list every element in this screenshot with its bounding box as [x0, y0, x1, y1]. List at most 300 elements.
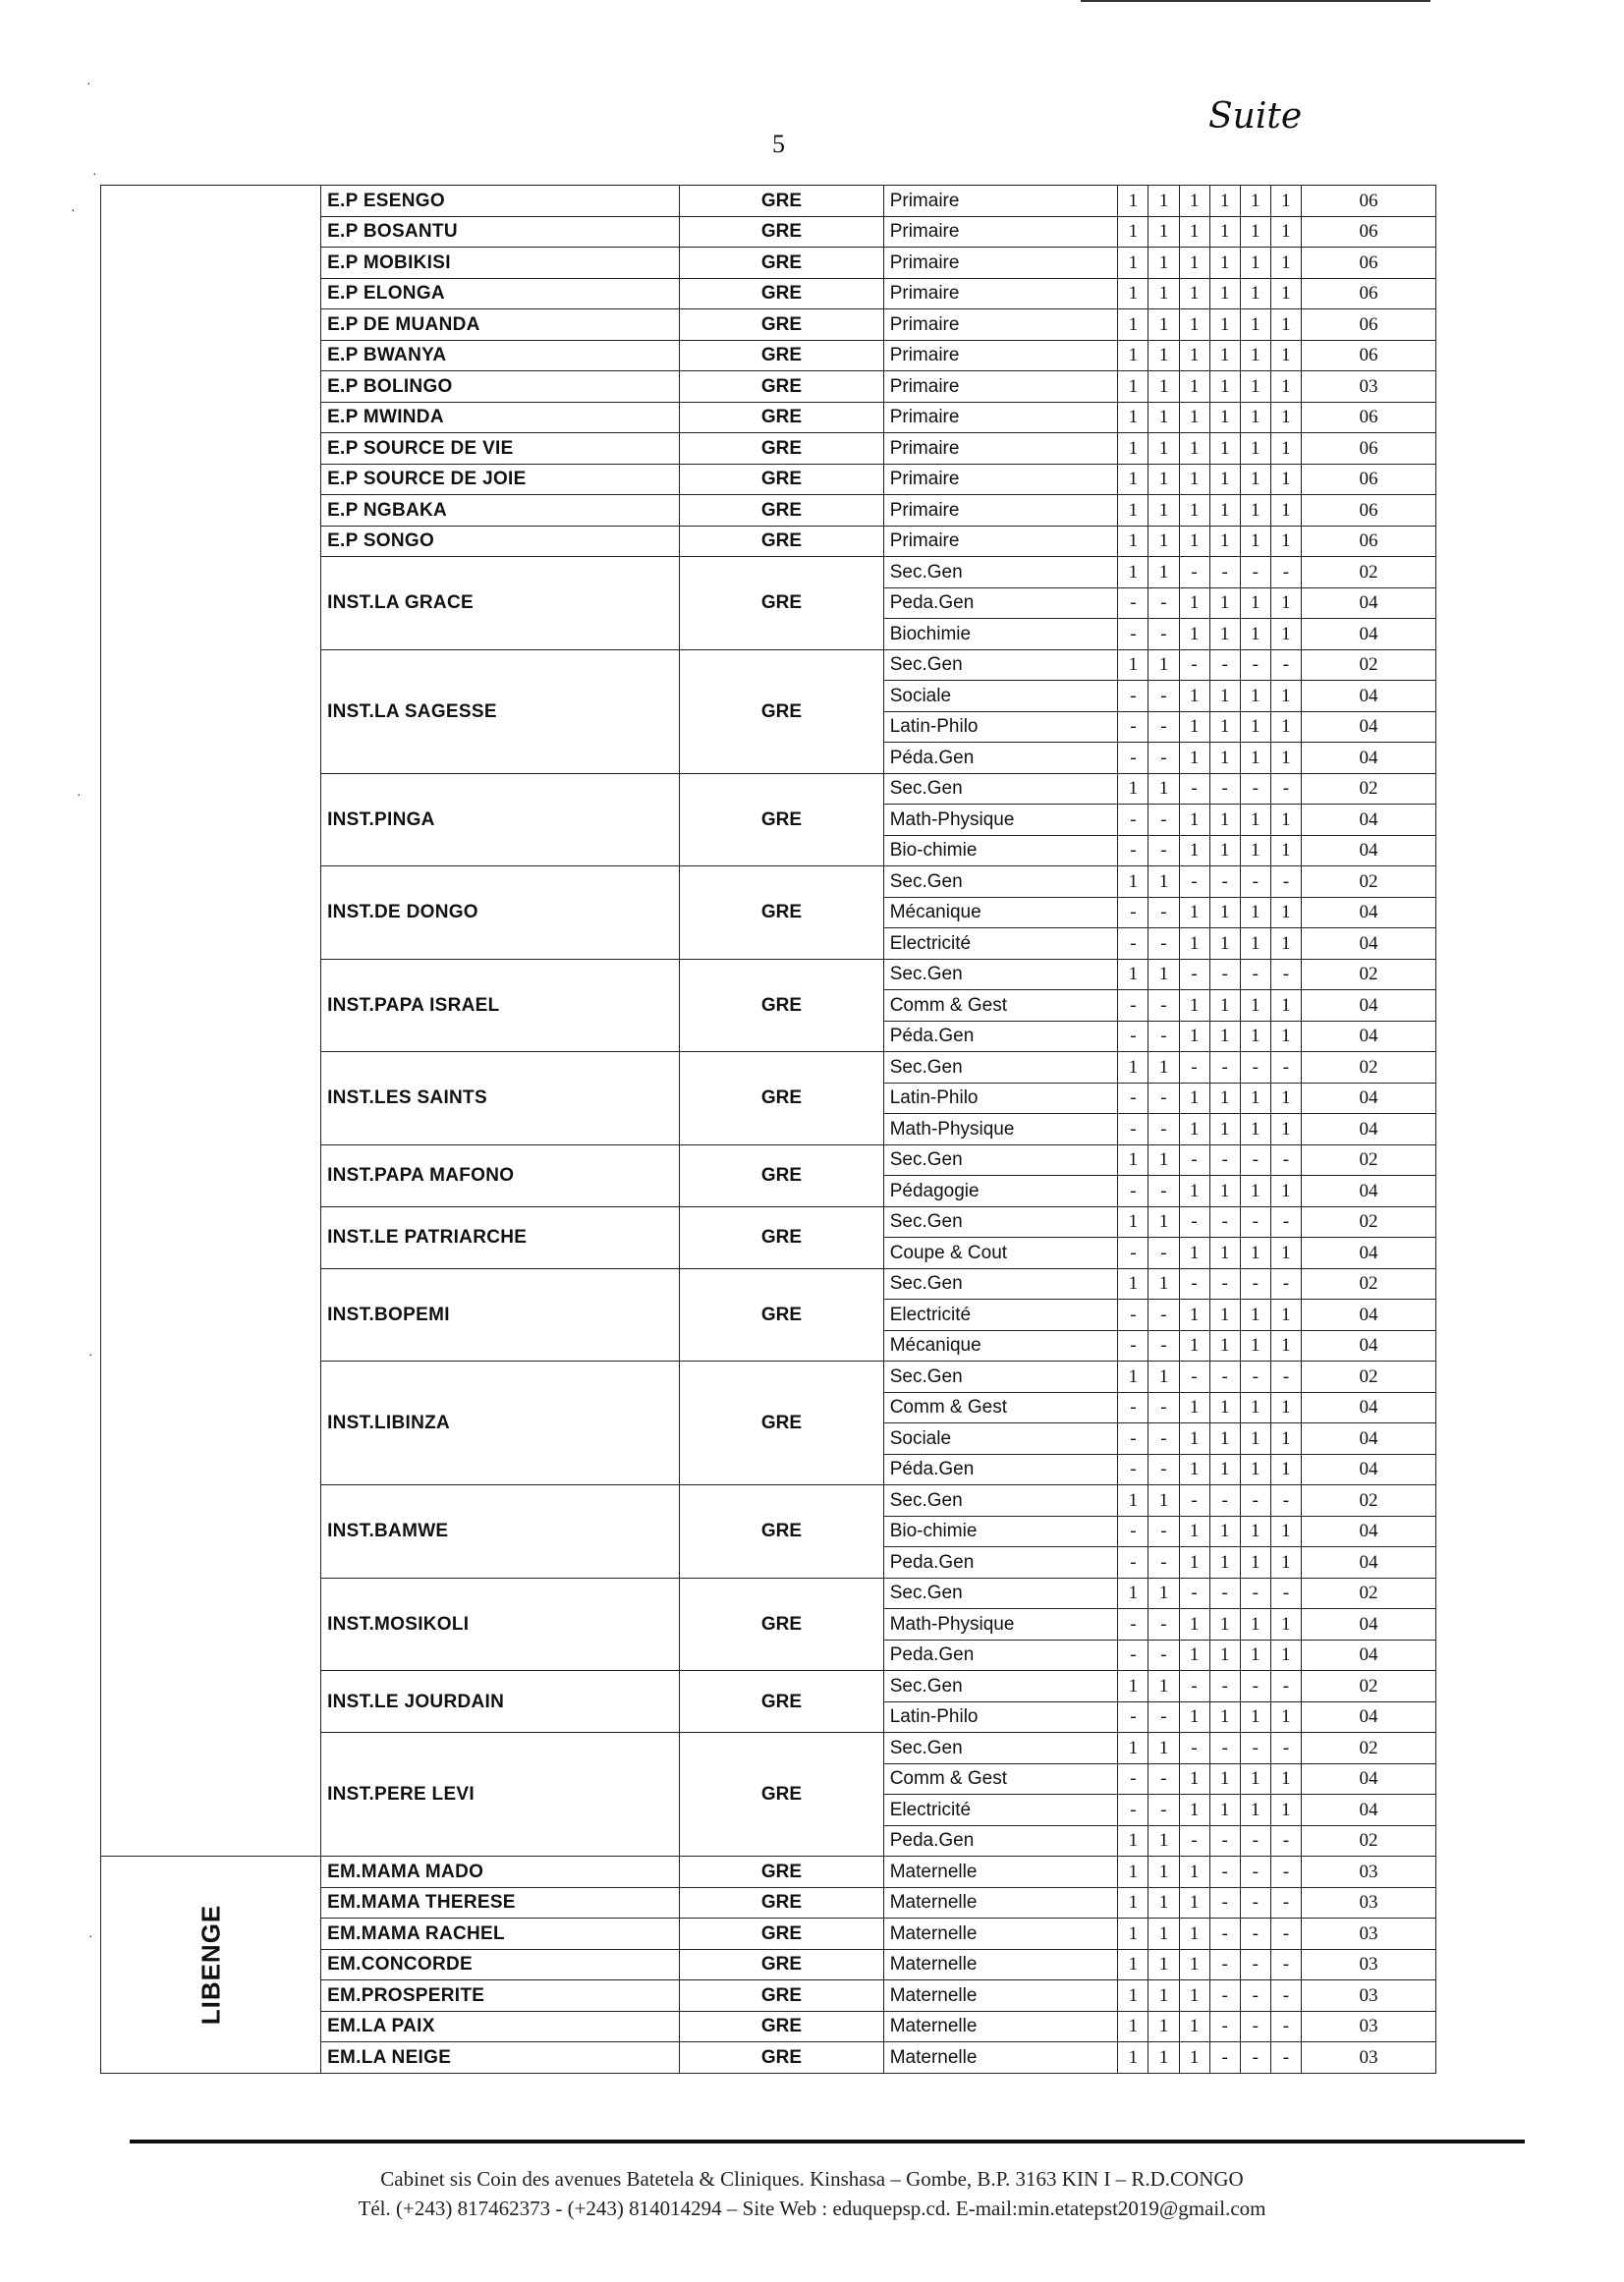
class-count-cell: 1	[1179, 526, 1209, 557]
class-count-cell: 1	[1179, 1949, 1209, 1980]
school-name-cell: EM.CONCORDE	[321, 1949, 680, 1980]
total-cell: 06	[1301, 495, 1435, 527]
class-count-cell: 1	[1270, 1701, 1301, 1733]
class-count-cell: -	[1179, 649, 1209, 681]
section-cell: Primaire	[883, 340, 1118, 371]
section-cell: Comm & Gest	[883, 1392, 1118, 1423]
regime-cell: GRE	[680, 1733, 883, 1857]
class-count-cell: -	[1179, 1052, 1209, 1084]
class-count-cell: -	[1148, 681, 1179, 712]
class-count-cell: 1	[1270, 402, 1301, 433]
class-count-cell: -	[1148, 1300, 1179, 1331]
class-count-cell: 1	[1240, 1083, 1270, 1114]
section-cell: Maternelle	[883, 1887, 1118, 1919]
total-cell: 02	[1301, 1268, 1435, 1300]
region-label: LIBENGE	[196, 1904, 226, 2026]
class-count-cell: -	[1179, 773, 1209, 805]
class-count-cell: -	[1270, 1144, 1301, 1176]
class-count-cell: -	[1179, 1578, 1209, 1609]
class-count-cell: -	[1148, 1795, 1179, 1826]
total-cell: 04	[1301, 1021, 1435, 1052]
class-count-cell: 1	[1209, 526, 1240, 557]
class-count-cell: -	[1209, 1887, 1240, 1919]
class-count-cell: -	[1209, 959, 1240, 990]
class-count-cell: 1	[1148, 340, 1179, 371]
school-name-cell: E.P NGBAKA	[321, 495, 680, 527]
section-cell: Math-Physique	[883, 805, 1118, 836]
class-count-cell: -	[1179, 1733, 1209, 1764]
regime-cell: GRE	[680, 464, 883, 495]
total-cell: 04	[1301, 1795, 1435, 1826]
section-cell: Sec.Gen	[883, 773, 1118, 805]
total-cell: 04	[1301, 1423, 1435, 1455]
section-cell: Math-Physique	[883, 1114, 1118, 1145]
class-count-cell: -	[1270, 2042, 1301, 2074]
section-cell: Maternelle	[883, 2011, 1118, 2042]
class-count-cell: 1	[1270, 186, 1301, 217]
class-count-cell: 1	[1179, 1454, 1209, 1485]
class-count-cell: -	[1179, 1671, 1209, 1702]
class-count-cell: 1	[1179, 1423, 1209, 1455]
total-cell: 06	[1301, 309, 1435, 341]
class-count-cell: 1	[1118, 773, 1148, 805]
total-cell: 06	[1301, 340, 1435, 371]
class-count-cell: -	[1209, 1052, 1240, 1084]
class-count-cell: 1	[1270, 216, 1301, 248]
class-count-cell: -	[1118, 1300, 1148, 1331]
total-cell: 04	[1301, 619, 1435, 650]
class-count-cell: -	[1209, 2042, 1240, 2074]
class-count-cell: -	[1270, 866, 1301, 898]
section-cell: Peda.Gen	[883, 587, 1118, 619]
class-count-cell: 1	[1209, 711, 1240, 743]
class-count-cell: 1	[1209, 587, 1240, 619]
class-count-cell: 1	[1179, 587, 1209, 619]
total-cell: 04	[1301, 1609, 1435, 1641]
class-count-cell: -	[1209, 1919, 1240, 1950]
class-count-cell: 1	[1270, 1547, 1301, 1579]
class-count-cell: -	[1209, 1362, 1240, 1393]
section-cell: Primaire	[883, 526, 1118, 557]
class-count-cell: -	[1179, 1206, 1209, 1238]
class-count-cell: 1	[1209, 1609, 1240, 1641]
class-count-cell: 1	[1240, 1701, 1270, 1733]
class-count-cell: 1	[1148, 1919, 1179, 1950]
class-count-cell: 1	[1270, 743, 1301, 774]
section-cell: Maternelle	[883, 1857, 1118, 1888]
class-count-cell: -	[1240, 1857, 1270, 1888]
class-count-cell: -	[1118, 990, 1148, 1022]
class-count-cell: 1	[1209, 619, 1240, 650]
section-cell: Electricité	[883, 928, 1118, 960]
class-count-cell: 1	[1118, 526, 1148, 557]
section-cell: Sociale	[883, 1423, 1118, 1455]
scan-mark: ·	[86, 75, 91, 90]
total-cell: 04	[1301, 928, 1435, 960]
class-count-cell: 1	[1240, 371, 1270, 403]
class-count-cell: 1	[1209, 1300, 1240, 1331]
section-cell: Comm & Gest	[883, 990, 1118, 1022]
class-count-cell: 1	[1209, 433, 1240, 465]
class-count-cell: -	[1148, 1176, 1179, 1207]
school-name-cell: E.P BOLINGO	[321, 371, 680, 403]
total-cell: 03	[1301, 1949, 1435, 1980]
total-cell: 06	[1301, 526, 1435, 557]
section-cell: Primaire	[883, 371, 1118, 403]
class-count-cell: 1	[1209, 1701, 1240, 1733]
regime-cell: GRE	[680, 278, 883, 309]
regime-cell: GRE	[680, 2011, 883, 2042]
class-count-cell: -	[1179, 1144, 1209, 1176]
section-cell: Bio-chimie	[883, 835, 1118, 866]
regime-cell: GRE	[680, 1949, 883, 1980]
class-count-cell: -	[1118, 1609, 1148, 1641]
class-count-cell: 1	[1209, 402, 1240, 433]
total-cell: 02	[1301, 1052, 1435, 1084]
class-count-cell: -	[1148, 1516, 1179, 1547]
class-count-cell: 1	[1118, 1144, 1148, 1176]
class-count-cell: 1	[1270, 805, 1301, 836]
section-cell: Math-Physique	[883, 1609, 1118, 1641]
regime-cell: GRE	[680, 866, 883, 960]
class-count-cell: -	[1148, 1763, 1179, 1795]
section-cell: Sec.Gen	[883, 1485, 1118, 1517]
total-cell: 04	[1301, 743, 1435, 774]
class-count-cell: -	[1209, 1206, 1240, 1238]
section-cell: Sociale	[883, 681, 1118, 712]
section-cell: Sec.Gen	[883, 1733, 1118, 1764]
section-cell: Primaire	[883, 278, 1118, 309]
class-count-cell: 1	[1118, 340, 1148, 371]
section-cell: Sec.Gen	[883, 1578, 1118, 1609]
class-count-cell: 1	[1148, 1206, 1179, 1238]
class-count-cell: 1	[1209, 1795, 1240, 1826]
class-count-cell: 1	[1179, 1392, 1209, 1423]
total-cell: 04	[1301, 1763, 1435, 1795]
class-count-cell: 1	[1209, 1176, 1240, 1207]
class-count-cell: 1	[1148, 248, 1179, 279]
class-count-cell: 1	[1118, 1733, 1148, 1764]
school-name-cell: E.P DE MUANDA	[321, 309, 680, 341]
class-count-cell: 1	[1270, 990, 1301, 1022]
class-count-cell: 1	[1209, 186, 1240, 217]
class-count-cell: 1	[1240, 1547, 1270, 1579]
class-count-cell: 1	[1240, 1423, 1270, 1455]
class-count-cell: 1	[1118, 866, 1148, 898]
class-count-cell: 1	[1148, 1578, 1179, 1609]
class-count-cell: 1	[1270, 278, 1301, 309]
total-cell: 02	[1301, 649, 1435, 681]
school-name-cell: INST.PINGA	[321, 773, 680, 866]
regime-cell: GRE	[680, 309, 883, 341]
total-cell: 02	[1301, 866, 1435, 898]
class-count-cell: 1	[1179, 464, 1209, 495]
class-count-cell: -	[1209, 1671, 1240, 1702]
class-count-cell: 1	[1179, 309, 1209, 341]
class-count-cell: -	[1118, 1021, 1148, 1052]
section-cell: Peda.Gen	[883, 1825, 1118, 1857]
class-count-cell: 1	[1118, 464, 1148, 495]
school-name-cell: E.P ELONGA	[321, 278, 680, 309]
section-cell: Sec.Gen	[883, 866, 1118, 898]
class-count-cell: -	[1118, 587, 1148, 619]
class-count-cell: 1	[1118, 1052, 1148, 1084]
section-cell: Primaire	[883, 309, 1118, 341]
suite-label: Suite	[1208, 96, 1303, 137]
class-count-cell: -	[1118, 681, 1148, 712]
school-name-cell: INST.LA SAGESSE	[321, 649, 680, 773]
total-cell: 04	[1301, 1454, 1435, 1485]
class-count-cell: 1	[1240, 928, 1270, 960]
school-name-cell: INST.LE JOURDAIN	[321, 1671, 680, 1733]
total-cell: 03	[1301, 1857, 1435, 1888]
school-name-cell: EM.MAMA THERESE	[321, 1887, 680, 1919]
section-cell: Sec.Gen	[883, 1362, 1118, 1393]
class-count-cell: 1	[1240, 711, 1270, 743]
class-count-cell: -	[1209, 1268, 1240, 1300]
class-count-cell: -	[1209, 866, 1240, 898]
class-count-cell: 1	[1148, 959, 1179, 990]
class-count-cell: -	[1240, 1919, 1270, 1950]
class-count-cell: -	[1148, 1114, 1179, 1145]
class-count-cell: 1	[1209, 371, 1240, 403]
class-count-cell: 1	[1179, 1238, 1209, 1269]
class-count-cell: 1	[1118, 495, 1148, 527]
class-count-cell: -	[1118, 1701, 1148, 1733]
class-count-cell: 1	[1209, 1763, 1240, 1795]
class-count-cell: 1	[1270, 1330, 1301, 1362]
total-cell: 04	[1301, 1238, 1435, 1269]
school-name-cell: EM.MAMA RACHEL	[321, 1919, 680, 1950]
class-count-cell: -	[1118, 928, 1148, 960]
class-count-cell: -	[1270, 1949, 1301, 1980]
class-count-cell: -	[1240, 1144, 1270, 1176]
class-count-cell: -	[1270, 2011, 1301, 2042]
total-cell: 03	[1301, 2042, 1435, 2074]
class-count-cell: 1	[1148, 186, 1179, 217]
regime-cell: GRE	[680, 1206, 883, 1268]
class-count-cell: -	[1148, 805, 1179, 836]
class-count-cell: 1	[1148, 526, 1179, 557]
class-count-cell: 1	[1270, 1516, 1301, 1547]
class-count-cell: 1	[1148, 1268, 1179, 1300]
class-count-cell: 1	[1179, 2011, 1209, 2042]
section-cell: Sec.Gen	[883, 1206, 1118, 1238]
class-count-cell: 1	[1209, 1083, 1240, 1114]
section-cell: Peda.Gen	[883, 1547, 1118, 1579]
regime-cell: GRE	[680, 1887, 883, 1919]
class-count-cell: -	[1148, 1547, 1179, 1579]
class-count-cell: -	[1209, 1144, 1240, 1176]
class-count-cell: 1	[1240, 743, 1270, 774]
class-count-cell: 1	[1209, 248, 1240, 279]
class-count-cell: 1	[1118, 1980, 1148, 2012]
class-count-cell: -	[1118, 1516, 1148, 1547]
class-count-cell: 1	[1148, 1671, 1179, 1702]
class-count-cell: 1	[1118, 1578, 1148, 1609]
class-count-cell: 1	[1240, 897, 1270, 928]
regime-cell: GRE	[680, 433, 883, 465]
class-count-cell: -	[1240, 959, 1270, 990]
class-count-cell: 1	[1270, 1300, 1301, 1331]
class-count-cell: 1	[1148, 1949, 1179, 1980]
class-count-cell: 1	[1179, 186, 1209, 217]
regime-cell: GRE	[680, 526, 883, 557]
class-count-cell: 1	[1209, 495, 1240, 527]
class-count-cell: 1	[1270, 1454, 1301, 1485]
section-cell: Sec.Gen	[883, 1268, 1118, 1300]
class-count-cell: 1	[1148, 216, 1179, 248]
class-count-cell: -	[1209, 1733, 1240, 1764]
class-count-cell: 1	[1240, 402, 1270, 433]
class-count-cell: -	[1179, 959, 1209, 990]
regime-cell: GRE	[680, 340, 883, 371]
total-cell: 02	[1301, 1733, 1435, 1764]
class-count-cell: 1	[1240, 340, 1270, 371]
class-count-cell: 1	[1240, 1021, 1270, 1052]
class-count-cell: -	[1240, 1825, 1270, 1857]
class-count-cell: 1	[1240, 1609, 1270, 1641]
class-count-cell: 1	[1209, 1330, 1240, 1362]
regime-cell: GRE	[680, 248, 883, 279]
class-count-cell: 1	[1270, 928, 1301, 960]
class-count-cell: -	[1148, 1454, 1179, 1485]
class-count-cell: 1	[1118, 557, 1148, 588]
scan-mark: ·	[88, 1346, 93, 1362]
regime-cell: GRE	[680, 2042, 883, 2074]
class-count-cell: -	[1270, 1485, 1301, 1517]
class-count-cell: -	[1240, 1578, 1270, 1609]
class-count-cell: 1	[1148, 433, 1179, 465]
class-count-cell: 1	[1179, 1021, 1209, 1052]
class-count-cell: -	[1240, 649, 1270, 681]
section-cell: Primaire	[883, 433, 1118, 465]
class-count-cell: 1	[1148, 1362, 1179, 1393]
class-count-cell: 1	[1118, 1206, 1148, 1238]
class-count-cell: 1	[1209, 1392, 1240, 1423]
class-count-cell: 1	[1270, 897, 1301, 928]
class-count-cell: 1	[1148, 773, 1179, 805]
class-count-cell: 1	[1240, 1516, 1270, 1547]
class-count-cell: 1	[1209, 278, 1240, 309]
class-count-cell: -	[1118, 1795, 1148, 1826]
class-count-cell: -	[1118, 1330, 1148, 1362]
school-name-cell: INST.BOPEMI	[321, 1268, 680, 1362]
class-count-cell: 1	[1209, 309, 1240, 341]
class-count-cell: -	[1118, 1423, 1148, 1455]
class-count-cell: 1	[1270, 711, 1301, 743]
class-count-cell: -	[1148, 619, 1179, 650]
total-cell: 02	[1301, 1578, 1435, 1609]
class-count-cell: 1	[1118, 1887, 1148, 1919]
class-count-cell: 1	[1270, 464, 1301, 495]
total-cell: 02	[1301, 773, 1435, 805]
class-count-cell: 1	[1270, 248, 1301, 279]
class-count-cell: -	[1148, 928, 1179, 960]
class-count-cell: -	[1209, 557, 1240, 588]
total-cell: 06	[1301, 248, 1435, 279]
class-count-cell: 1	[1118, 1485, 1148, 1517]
class-count-cell: -	[1240, 1671, 1270, 1702]
class-count-cell: 1	[1240, 495, 1270, 527]
section-cell: Péda.Gen	[883, 1454, 1118, 1485]
total-cell: 03	[1301, 2011, 1435, 2042]
total-cell: 02	[1301, 557, 1435, 588]
class-count-cell: -	[1209, 1485, 1240, 1517]
class-count-cell: -	[1148, 711, 1179, 743]
regime-cell: GRE	[680, 1268, 883, 1362]
section-cell: Maternelle	[883, 1919, 1118, 1950]
class-count-cell: 1	[1148, 866, 1179, 898]
class-count-cell: -	[1240, 1980, 1270, 2012]
class-count-cell: -	[1270, 1268, 1301, 1300]
class-count-cell: -	[1148, 743, 1179, 774]
school-name-cell: E.P BOSANTU	[321, 216, 680, 248]
class-count-cell: 1	[1270, 1640, 1301, 1671]
class-count-cell: 1	[1148, 1857, 1179, 1888]
class-count-cell: -	[1148, 1021, 1179, 1052]
class-count-cell: -	[1118, 711, 1148, 743]
total-cell: 04	[1301, 1114, 1435, 1145]
class-count-cell: 1	[1240, 186, 1270, 217]
class-count-cell: -	[1148, 990, 1179, 1022]
regime-cell: GRE	[680, 773, 883, 866]
class-count-cell: 1	[1270, 1238, 1301, 1269]
class-count-cell: -	[1118, 743, 1148, 774]
total-cell: 04	[1301, 1547, 1435, 1579]
class-count-cell: 1	[1240, 1795, 1270, 1826]
schools-table	[100, 185, 1436, 2074]
class-count-cell: 1	[1209, 1640, 1240, 1671]
school-name-cell: E.P SONGO	[321, 526, 680, 557]
class-count-cell: 1	[1240, 1640, 1270, 1671]
class-count-cell: -	[1179, 1268, 1209, 1300]
class-count-cell: -	[1179, 1362, 1209, 1393]
class-count-cell: 1	[1240, 805, 1270, 836]
class-count-cell: 1	[1179, 1516, 1209, 1547]
class-count-cell: 1	[1240, 248, 1270, 279]
total-cell: 04	[1301, 681, 1435, 712]
section-cell: Latin-Philo	[883, 1701, 1118, 1733]
class-count-cell: 1	[1270, 1176, 1301, 1207]
class-count-cell: -	[1118, 619, 1148, 650]
school-name-cell: INST.PERE LEVI	[321, 1733, 680, 1857]
class-count-cell: 1	[1270, 681, 1301, 712]
class-count-cell: 1	[1179, 1176, 1209, 1207]
section-cell: Sec.Gen	[883, 959, 1118, 990]
school-name-cell: E.P BWANYA	[321, 340, 680, 371]
class-count-cell: 1	[1240, 990, 1270, 1022]
class-count-cell: -	[1118, 1176, 1148, 1207]
class-count-cell: 1	[1118, 278, 1148, 309]
class-count-cell: 1	[1179, 1330, 1209, 1362]
section-cell: Primaire	[883, 216, 1118, 248]
page-number: 5	[772, 130, 785, 158]
class-count-cell: -	[1240, 1206, 1270, 1238]
class-count-cell: 1	[1118, 1362, 1148, 1393]
class-count-cell: 1	[1209, 1114, 1240, 1145]
class-count-cell: 1	[1270, 619, 1301, 650]
school-name-cell: E.P SOURCE DE VIE	[321, 433, 680, 465]
total-cell: 03	[1301, 371, 1435, 403]
total-cell: 04	[1301, 587, 1435, 619]
class-count-cell: -	[1179, 1825, 1209, 1857]
class-count-cell: 1	[1148, 1980, 1179, 2012]
total-cell: 06	[1301, 402, 1435, 433]
section-cell: Peda.Gen	[883, 1640, 1118, 1671]
total-cell: 02	[1301, 1671, 1435, 1702]
total-cell: 04	[1301, 805, 1435, 836]
